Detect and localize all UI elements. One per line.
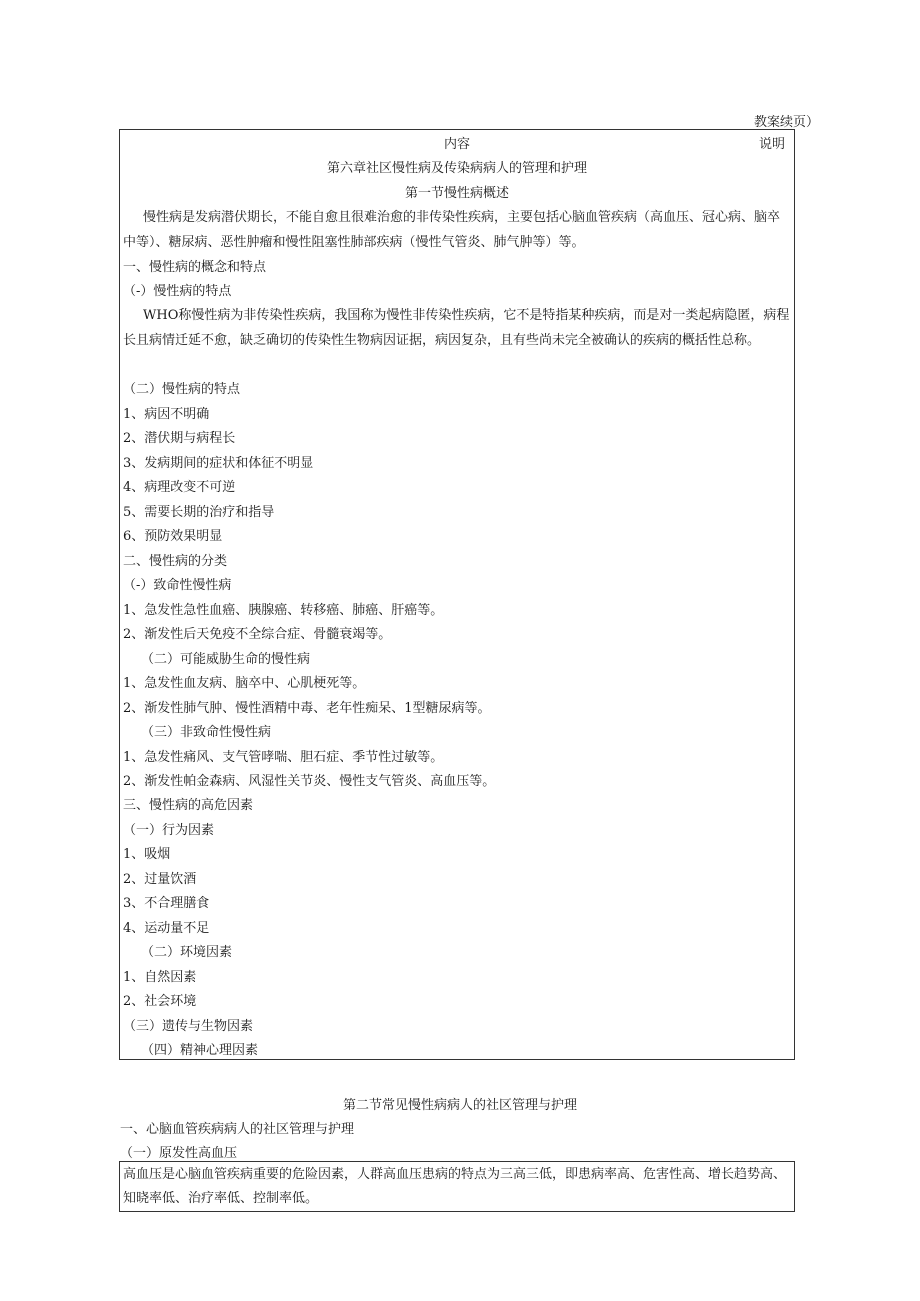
list-item: 2、潜伏期与病程长 [123,431,236,446]
subheading-1-1: （-）慢性病的特点 [123,284,232,299]
heading-1: 一、慢性病的概念和特点 [123,260,267,275]
column-header-content: 内容 [443,137,470,152]
hypertension-box [119,1161,795,1212]
column-header-note: 说明 [758,137,785,152]
list-item: 6、预防效果明显 [123,529,223,544]
subheading-2-2: （二）可能威胁生命的慢性病 [141,652,311,667]
list-item: 3、不合理膳食 [123,896,210,911]
list-item: 1、急发性痛风、支气管哮喘、胆石症、季节性过敏等。 [123,750,444,765]
list-item: 2、渐发性帕金森病、风湿性关节炎、慢性支气管炎、高血压等。 [123,774,496,789]
heading-2: 二、慢性病的分类 [123,554,228,569]
heading-3: 三、慢性病的高危因素 [123,798,254,813]
lesson-table [119,129,795,1060]
subheading-3-4: （四）精神心理因素 [141,1043,259,1058]
list-item: 1、吸烟 [123,847,171,862]
list-item: 2、渐发性肺气肿、慢性酒精中毒、老年性痴呆、1型糖尿病等。 [123,701,491,716]
chapter-title: 第六章社区慢性病及传染病病人的管理和护理 [326,161,587,176]
list-item: 3、发病期间的症状和体征不明显 [123,456,314,471]
section-2-heading: 一、心脑血管疾病病人的社区管理与护理 [120,1122,355,1137]
continuation-note: 教案续页） [753,115,819,130]
list-item: 1、急发性血友病、脑卒中、心肌梗死等。 [123,676,366,691]
intro-paragraph: 慢性病是发病潜伏期长，不能自愈且很难治愈的非传染性疾病，主要包括心脑血管疾病（高血压、冠心病、脑卒中等）、糖尿病、恶性肿瘤和慢性阻塞性肺部疾病（慢性气管炎、肺气肿等）等。 [123,210,781,250]
list-item: 4、病理改变不可逆 [123,480,236,495]
subheading-2-3: （三）非致命性慢性病 [141,725,272,740]
list-item: 1、急发性急性血癌、胰腺癌、转移癌、肺癌、肝癌等。 [123,603,444,618]
subheading-1-2: （二）慢性病的特点 [123,382,241,397]
section-title: 第一节慢性病概述 [404,186,509,201]
list-item: 4、运动量不足 [123,921,210,936]
section-2-subheading: （一）原发性高血压 [120,1146,238,1161]
list-item: 1、自然因素 [123,970,197,985]
list-item: 1、病因不明确 [123,407,210,422]
who-paragraph: WHO称慢性病为非传染性疾病，我国称为慢性非传染性疾病，它不是特指某种疾病，而是对一类起病隐匿，病程长且病情迁延不愈，缺乏确切的传染性生物病因证据，病因复杂，且有些尚未完全被确认的疾病的概括性总称。 [123,308,790,348]
subheading-3-1: （一）行为因素 [123,823,215,838]
list-item: 2、渐发性后天免疫不全综合症、骨髓衰竭等。 [123,627,392,642]
section-2-title: 第二节常见慢性病病人的社区管理与护理 [342,1098,577,1113]
list-item: 5、需要长期的治疗和指导 [123,505,275,520]
hypertension-paragraph: 高血压是心脑血管疾病重要的危险因素，人群高血压患病的特点为三高三低，即患病率高、危害性高、增长趋势高、知晓率低、治疗率低、控制率低。 [123,1167,787,1206]
list-item: 2、过量饮酒 [123,872,197,887]
subheading-2-1: （-）致命性慢性病 [123,578,232,593]
list-item: 2、社会环境 [123,994,197,1009]
subheading-3-3: （三）遗传与生物因素 [123,1019,254,1034]
subheading-3-2: （二）环境因素 [141,945,233,960]
